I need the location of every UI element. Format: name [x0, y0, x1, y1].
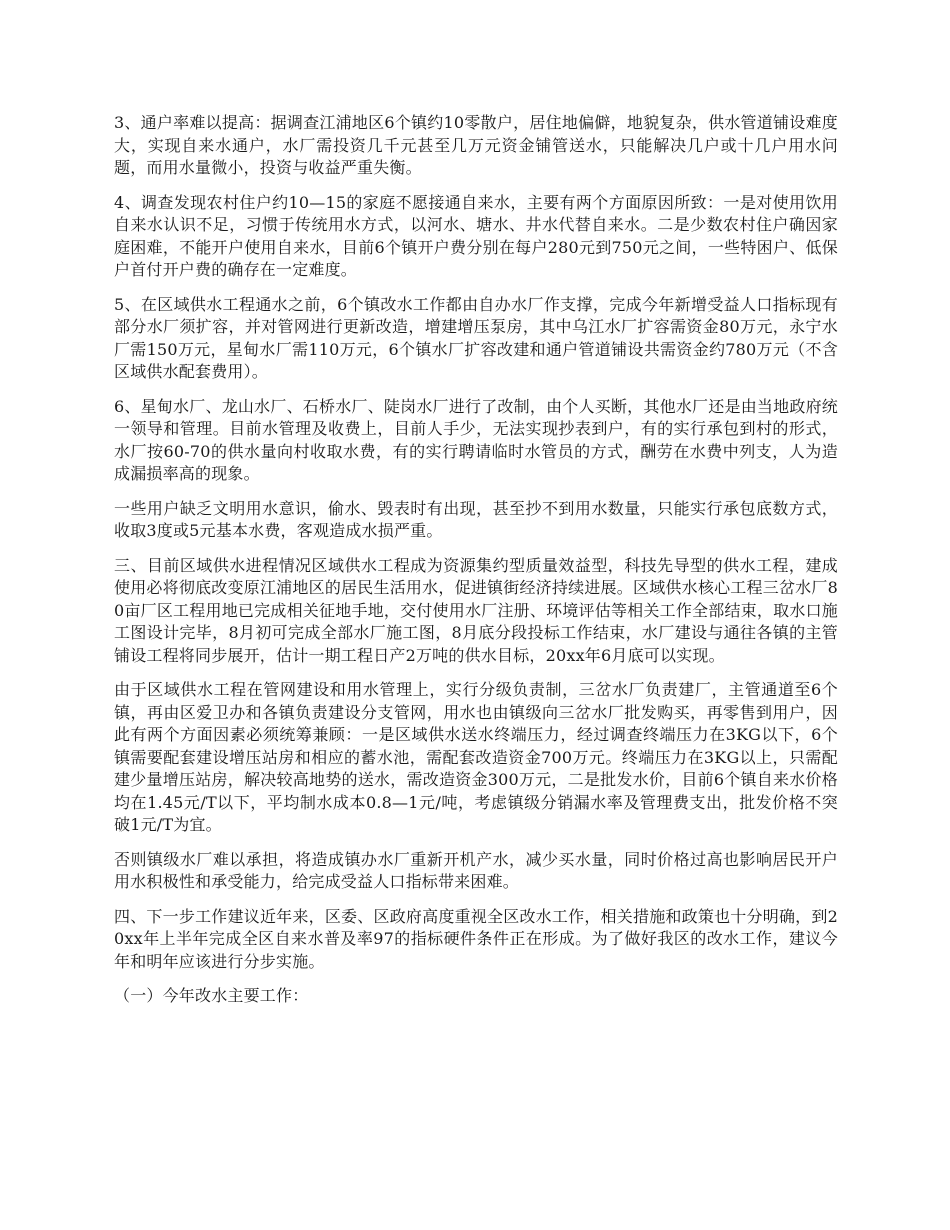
paragraph-section-four: 四、下一步工作建议近年来，区委、区政府高度重视全区改水工作，相关措施和政策也十分明确，到20xx年上半年完成全区自来水普及率97的指标硬件条件正在形成。为了做好我区的改水工作，建议今年和明年应该进行分步实施。 [114, 906, 838, 971]
paragraph-item-6: 6、星甸水厂、龙山水厂、石桥水厂、陡岗水厂进行了改制，由个人买断，其他水厂还是由当地政府统一领导和管理。目前水管理及收费上，目前人手少，无法实现抄表到户，有的实行承包到村的形式，水厂按60-70的供水量向村收取水费，有的实行聘请临时水管员的方式，酬劳在水费中列支，人为造成漏损率高的现象。 [114, 396, 838, 483]
paragraph-tiered-responsibility: 由于区域供水工程在管网建设和用水管理上，实行分级负责制，三岔水厂负责建厂，主管通道至6个镇，再由区爱卫办和各镇负责建设分支管网，用水也由镇级向三岔水厂批发购买，再零售到用户，因此有两个方面因素必须统筹兼顾：一是区域供水送水终端压力，经过调查终端压力在3KG以下，6个镇需要配套建设增压站房和相应的蓄水池，需配套改造资金700万元。终端压力在3KG以上，只需配建少量增压站房，解决较高地势的送水，需改造资金300万元，二是批发水价，目前6个镇自来水价格均在1.45元/T以下，平均制水成本0.8—1元/吨，考虑镇级分销漏水率及管理费支出，批发价格不突破1元/T为宜。 [114, 680, 838, 834]
paragraph-section-three: 三、目前区域供水进程情况区域供水工程成为资源集约型质量效益型，科技先导型的供水工程，建成使用必将彻底改变原江浦地区的居民生活用水，促进镇街经济持续进展。区域供水核心工程三岔水厂80亩厂区工程用地已完成相关征地手地，交付使用水厂注册、环境评估等相关工作全部结束，取水口施工图设计完毕，8月初可完成全部水厂施工图，8月底分段投标工作结束，水厂建设与通往各镇的主管铺设工程将同步展开，估计一期工程日产2万吨的供水目标，20xx年6月底可以实现。 [114, 555, 838, 665]
document-body [114, 112, 838, 1008]
subheading-this-year-work: （一）今年改水主要工作： [114, 986, 309, 1005]
paragraph-item-5: 5、在区域供水工程通水之前，6个镇改水工作都由自办水厂作支撑，完成今年新增受益人口指标现有部分水厂须扩容，并对管网进行更新改造，增建增压泵房，其中乌江水厂扩容需资金80万元，永宁水厂需150万元，星甸水厂需110万元，6个镇水厂扩容改建和通户管道铺设共需资金约780万元（不含区域供水配套费用）。 [114, 294, 838, 381]
paragraph-water-theft: 一些用户缺乏文明用水意识，偷水、毁表时有出现，甚至抄不到用水数量，只能实行承包底数方式，收取3度或5元基本水费，客观造成水损严重。 [114, 498, 838, 540]
paragraph-item-3: 3、通户率难以提高：据调查江浦地区6个镇约10零散户，居住地偏僻，地貌复杂，供水管道铺设难度大，实现自来水通户，水厂需投资几千元甚至几万元资金铺管送水，只能解决几户或十几户用水问题，而用水量微小，投资与收益严重失衡。 [114, 113, 838, 177]
paragraph-otherwise: 否则镇级水厂难以承担，将造成镇办水厂重新开机产水，减少买水量，同时价格过高也影响居民开户用水积极性和承受能力，给完成受益人口指标带来困难。 [114, 849, 838, 891]
paragraph-item-4: 4、调查发现农村住户约10—15的家庭不愿接通自来水，主要有两个方面原因所致：一是对使用饮用自来水认识不足，习惯于传统用水方式，以河水、塘水、井水代替自来水。二是少数农村住户确因家庭困难，不能开户使用自来水，目前6个镇开户费分别在每户280元到750元之间，一些特困户、低保户首付开户费的确存在一定难度。 [114, 192, 838, 279]
